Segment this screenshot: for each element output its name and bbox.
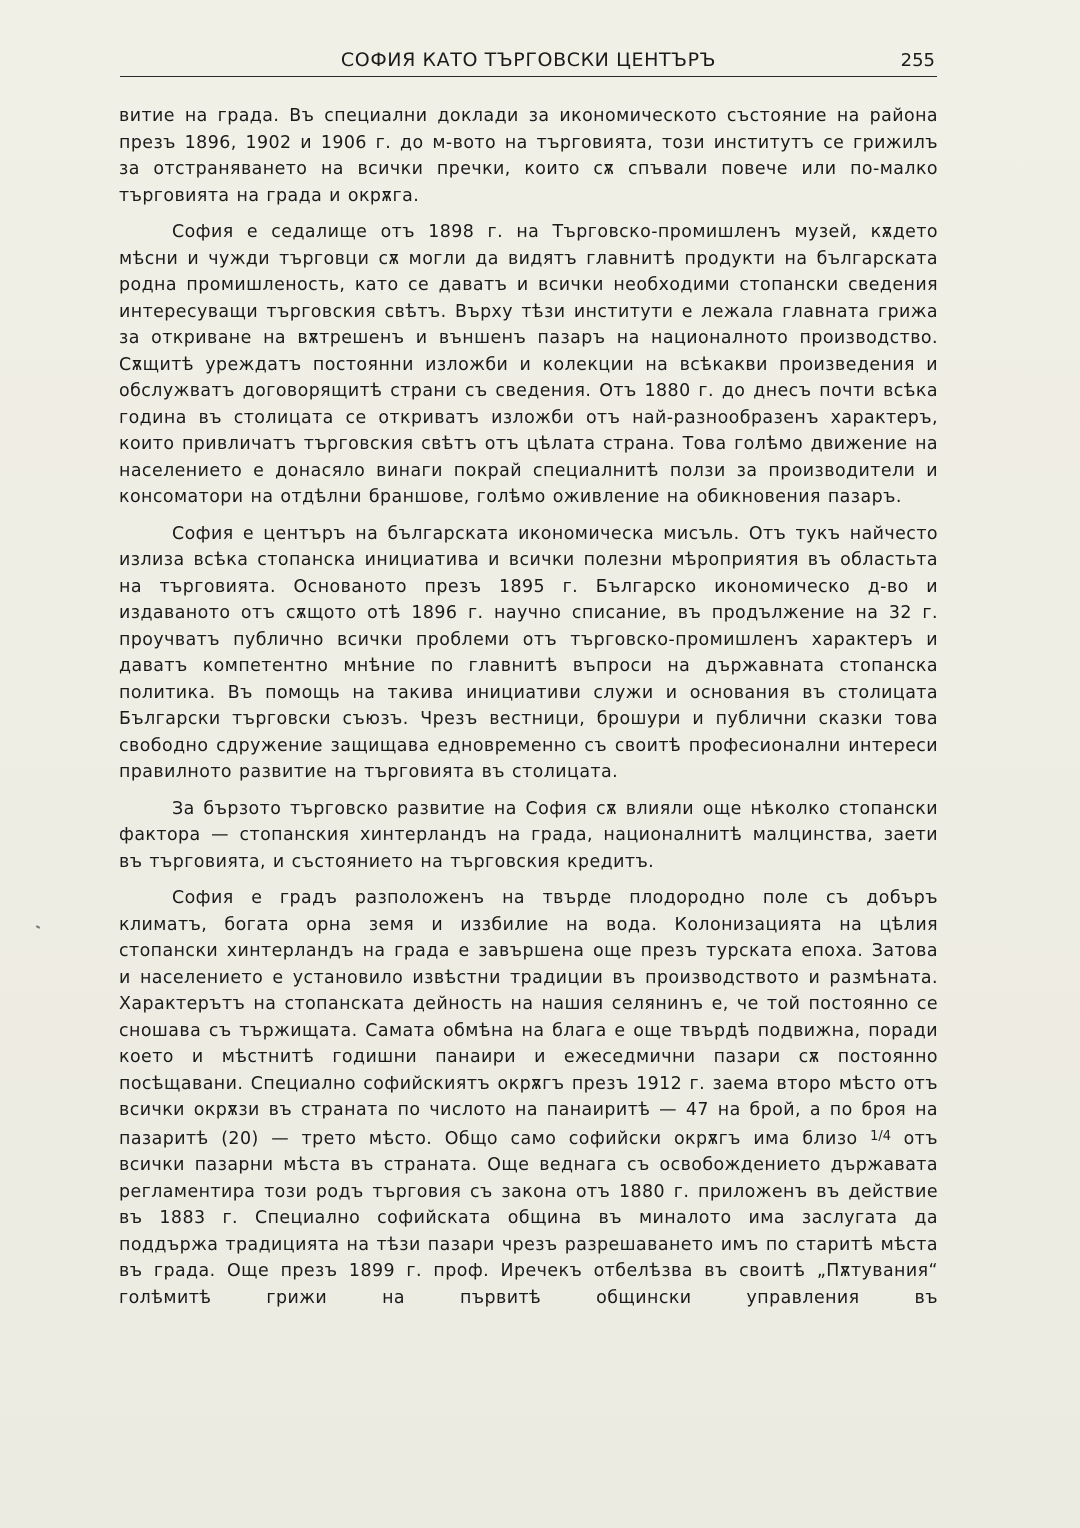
body-text — [119, 103, 938, 1321]
fraction-slash: / — [878, 1128, 883, 1144]
fraction-one-quarter — [870, 1129, 891, 1144]
page-number: 255 — [900, 50, 935, 71]
running-header — [120, 46, 937, 77]
paragraph-3: София е центъръ на българската икономическа мисъль. Отъ тукъ найчесто излиза всѣка стопанска инициатива и всички полезни мѣроприятия въ областьта на търговията. Основаното презъ 1895 г. Българско икономическо д-во и издаваното отъ сѫщото отѣ 1896 г. научно списание, въ продължение на 32 г. проучватъ публично всички проблеми отъ търговско-промишленъ характеръ и даватъ компетентно мнѣние по главнитѣ въпроси на държавната стопанска политика. Въ помощь на такива инициативи служи и основания въ столицата Български търговски съюзъ. Чрезъ вестници, брошури и публични сказки това свободно сдружение защищава едновременно съ своитѣ професионални интереси правилното развитие на търговията въ столицата. — [119, 523, 938, 782]
fraction-numerator: 1 — [870, 1128, 879, 1144]
stray-ink-mark — [36, 925, 40, 929]
paragraph-2: София е седалище отъ 1898 г. на Търговско-промишленъ музей, кѫдето мѣсни и чужди търговци сѫ могли да видятъ главнитѣ продукти на българската родна промишленость, като се даватъ и всички необходими стопански сведения интересуващи търговския свѣтъ. Върху тѣзи институти е лежала главната грижа за откриване на вѫтрешенъ и външенъ пазаръ на националното производство. Сѫщитѣ уреждатъ постоянни изложби и колекции на всѣкакви произведения и обслужватъ договорящитѣ страни съ сведения. Отъ 1880 г. до днесъ почти всѣка година въ столицата се откриватъ изложби отъ най-разнообразенъ характеръ, които привличатъ търговския свѣтъ отъ цѣлата страна. Това голѣмо движение на населението е донасяло винаги покрай специалнитѣ ползи за производители и консоматори на отдѣлни браншове, голѣмо оживление на обикновения пазаръ. — [119, 222, 938, 507]
paragraph-5-start: София е градъ разположенъ на твърде плодородно поле съ добъръ климатъ, богата орна земя и иззбилие на вода. Колонизацията на цѣлия стопански хинтерландъ на града е завършена още презъ турската епоха. Затова и населението е установило извѣстни традиции въ производството и размѣната. Характерътъ на стопанската дейность на нашия селянинъ е, че той постоянно се сношава съ тържищата. Самата обмѣна на блага е още твърдѣ подвижна, поради което и мѣстнитѣ годишни панаири и ежеседмични пазари сѫ постоянно посѣщавани. Специално софийскиятъ окрѫгъ презъ 1912 г. заема второ мѣсто отъ всички окрѫзи въ страната по числото на панаиритѣ — 47 на брой, а по броя на пазаритѣ (20) — трето мѣсто. Общо само софийски окрѫгъ има близо — [119, 888, 938, 1149]
paragraph-5 — [119, 885, 938, 1311]
paragraph-4: За бързото търговско развитие на София сѫ влияли още нѣколко стопански фактора — стопанския хинтерландъ на града, националнитѣ малцинства, заети въ търговията, и състоянието на търговския кредитъ. — [119, 798, 938, 872]
paragraph-5-end: отъ всички пазарни мѣста въ страната. Още веднага съ освобождението държавата регламентира този родъ търговия съ закона отъ 1880 г. приложенъ въ действие въ 1883 г. Специално софийската община въ миналото има заслугата да поддържа традицията на тѣзи пазари чрезъ разрешаването имъ по старитѣ мѣста въ града. Още презъ 1899 г. проф. Иречекъ отбелѣзва въ своитѣ „Пѫтувания“ голѣмитѣ грижи на първитѣ общински управления въ — [119, 1128, 939, 1308]
fraction-denominator: 4 — [882, 1128, 892, 1144]
paragraph-1: витие на града. Въ специални доклади за икономическото състояние на района презъ 1896, 1902 и 1906 г. до м-вото на търговията, този институтъ се грижилъ за отстраняването на всички пречки, които сѫ спъвали повече или по-малко търговията на града и окрѫга. — [119, 106, 938, 206]
running-title: СОФИЯ КАТО ТЪРГОВСКИ ЦЕНТЪРЪ — [340, 49, 717, 71]
